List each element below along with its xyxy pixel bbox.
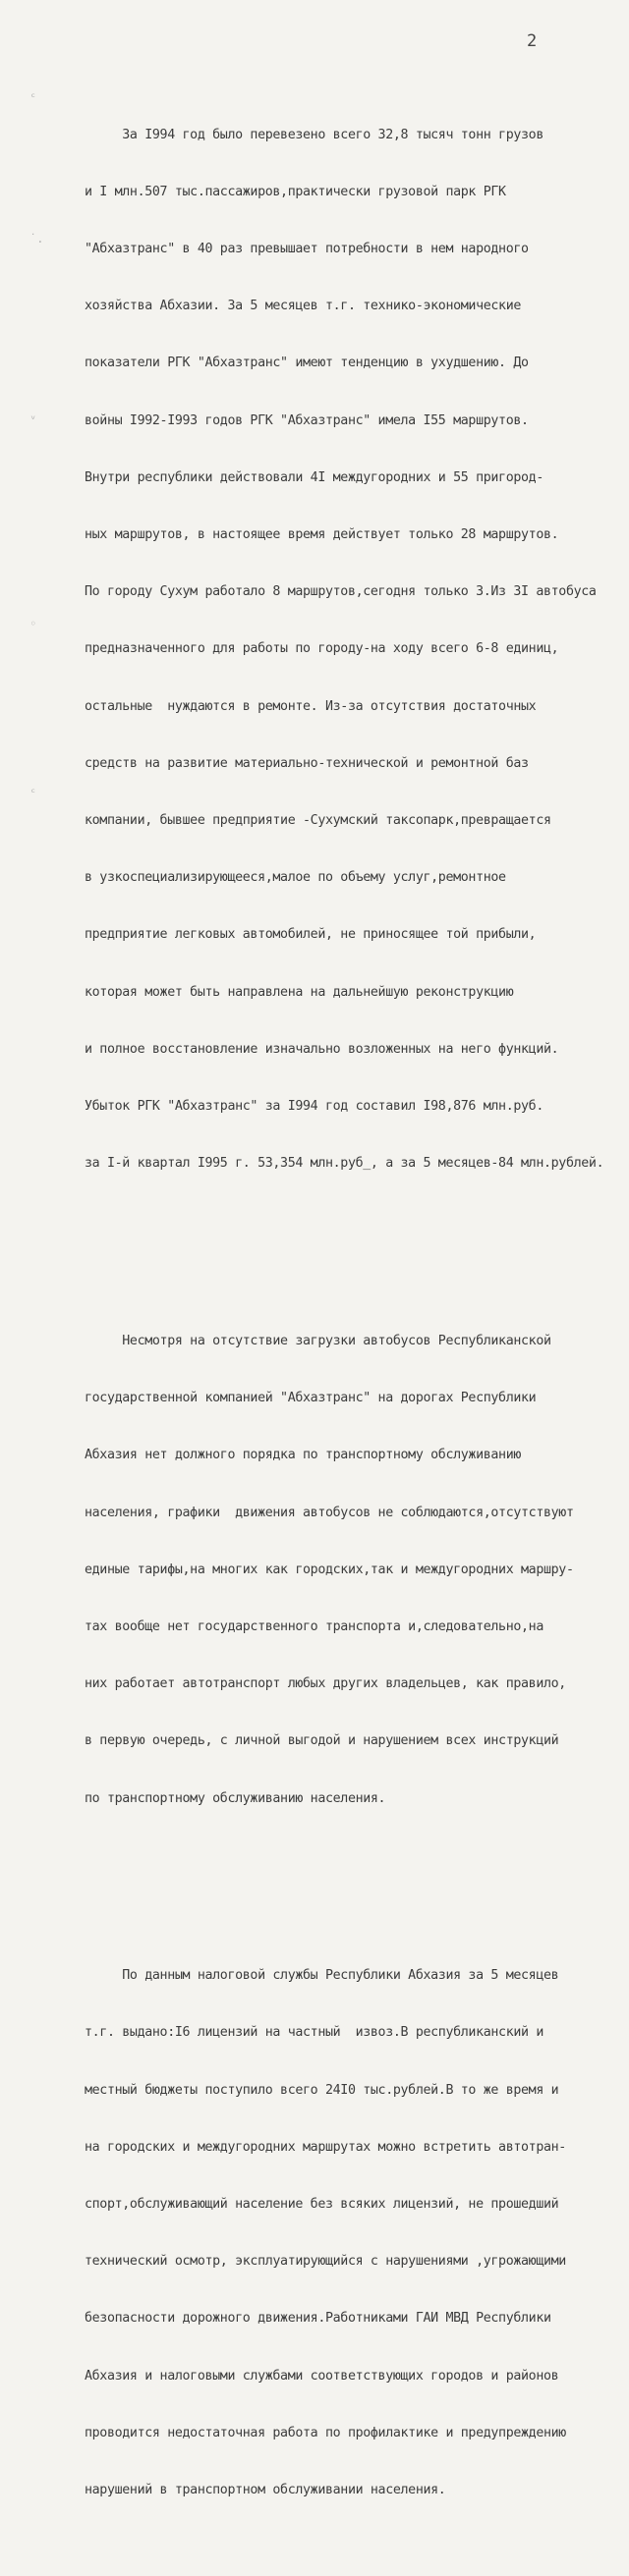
- text-line: предназначенного для работы по городу-на ходу всего 6-8 единиц,: [85, 641, 559, 657]
- text-line: войны I992-I993 годов РГК "Абхазтранс" имела I55 маршрутов.: [85, 412, 529, 428]
- binding-hole-mark: ᵛ: [29, 412, 37, 426]
- text-line: на городских и междугородних маршрутах можно встретить автотран-: [85, 2139, 566, 2155]
- text-line: нарушений в транспортном обслуживании населения.: [85, 2483, 446, 2498]
- text-line: показатели РГК "Абхазтранс" имеют тенденцию в ухудшению. До: [85, 356, 529, 371]
- text-line: них работает автотранспорт любых других владельцев, как правило,: [85, 1676, 566, 1692]
- text-line: по транспортному обслуживанию населения.: [85, 1790, 386, 1806]
- text-line: Абхазия нет должного порядка по транспортному обслуживанию: [85, 1448, 522, 1463]
- text-line: за I-й квартал I995 г. 53,354 млн.руб_, а за 5 месяцев-84 млн.рублей.: [85, 1156, 604, 1172]
- text-line: в узкоспециализирующееся,малое по объему услуг,ремонтное: [85, 870, 506, 886]
- text-line: технический осмотр, эксплуатирующийся с нарушениями ,угрожающими: [85, 2254, 566, 2270]
- paragraph-transport-service: [85, 1293, 627, 1846]
- text-line: средств на развитие материально-технической и ремонтной баз: [85, 755, 529, 771]
- binding-hole-mark: ˙.: [29, 232, 44, 246]
- text-line: Абхазия и налоговыми службами соответствующих городов и районов: [85, 2368, 559, 2384]
- text-line: единые тарифы,на многих как городских,так и междугородних маршру-: [85, 1562, 574, 1577]
- paragraph-revenue-stats: [85, 87, 627, 1212]
- text-line: По городу Сухум работало 8 маршрутов,сегодня только 3.Из 3I автобуса: [85, 584, 597, 600]
- text-line: и I млн.507 тыс.пассажиров,практически грузовой парк РГК: [85, 184, 506, 199]
- text-line: предприятие легковых автомобилей, не приносящее той прибыли,: [85, 927, 537, 943]
- text-line: "Абхазтранс" в 40 раз превышает потребности в нем народного: [85, 242, 529, 257]
- text-line: ных маршрутов, в настоящее время действует только 28 маршрутов.: [85, 527, 559, 543]
- page-number: 2: [527, 31, 538, 51]
- text-line: проводится недостаточная работа по профилактике и предупреждению: [85, 2425, 566, 2440]
- text-line: компании, бывшее предприятие -Сухумский таксопарк,превращается: [85, 813, 551, 829]
- text-line: которая может быть направлена на дальнейшую реконструкцию: [85, 984, 514, 1000]
- text-line: в первую очередь, с личной выгодой и нарушением всех инструкций: [85, 1733, 559, 1749]
- text-line: тах вообще нет государственного транспорта и,следовательно,на: [85, 1618, 543, 1634]
- binding-hole-mark: ᶜ: [29, 90, 37, 104]
- text-line: спорт,обслуживающий население без всяких лицензий, не прошедший: [85, 2197, 559, 2212]
- document-body: [85, 49, 627, 2576]
- text-line: безопасности дорожного движения.Работниками ГАИ МВД Республики: [85, 2311, 551, 2327]
- text-line: хозяйства Абхазии. За 5 месяцев т.г. технико-экономические: [85, 299, 522, 314]
- text-line: По данным налоговой службы Республики Абхазия за 5 месяцев: [85, 1968, 559, 1984]
- text-line: За I994 год было перевезено всего 32,8 тысяч тонн грузов: [85, 127, 543, 142]
- text-line: Внутри республики действовали 4I междугородних и 55 пригород-: [85, 469, 543, 485]
- text-line: местный бюджеты поступило всего 24I0 тыс.рублей.В то же время и: [85, 2082, 559, 2098]
- text-line: Убыток РГК "Абхазтранс" за I994 год составил I98,876 млн.руб.: [85, 1099, 543, 1115]
- text-line: остальные нуждаются в ремонте. Из-за отсутствия достаточных: [85, 698, 537, 714]
- text-line: и полное восстановление изначально возложенных на него функций.: [85, 1041, 559, 1057]
- text-line: государственной компанией "Абхазтранс" на дорогах Республики: [85, 1391, 537, 1406]
- binding-hole-mark: ᶜ: [29, 786, 37, 799]
- paragraph-tax-licenses: [85, 1928, 627, 2538]
- text-line: т.г. выдано:I6 лицензий на частный извоз.В республиканский и: [85, 2025, 543, 2041]
- text-line: Несмотря на отсутствие загрузки автобусов Республиканской: [85, 1333, 551, 1348]
- text-line: населения, графики движения автобусов не соблюдаются,отсутствуют: [85, 1505, 574, 1520]
- binding-hole-mark: ◦: [29, 617, 37, 630]
